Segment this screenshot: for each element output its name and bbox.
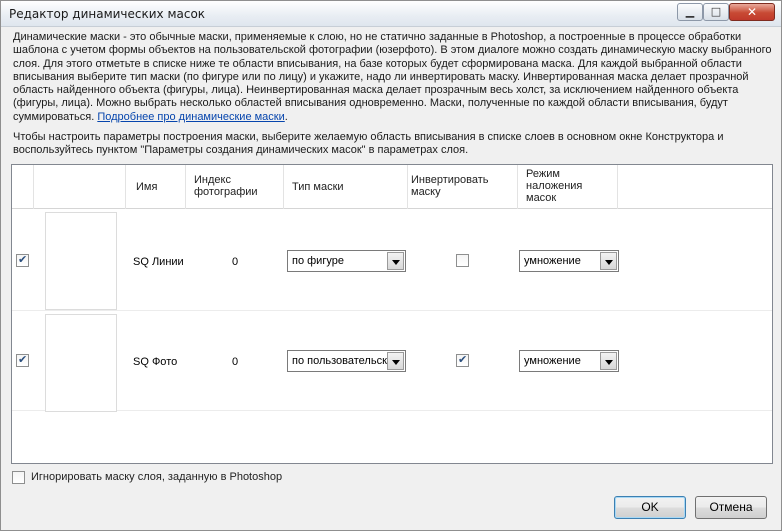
description-body: Динамические маски - это обычные маски, применяемые к слою, но не статично заданные в Photoshop, а построенные в процессе обработки шаблона с учетом формы объектов на пользовательской фотографии (юзерфото). В этом диалоге можно создать динамическую маску выбранного слоя. Для этого отметьте в списке ниже те области вписывания, на базе которых будет сформирована маска. Для каждой выбранной области вписывания выберите тип маски (по фигуре или по лицу) и укажите, надо ли инвертировать маску. Инвертированная маска делает прозрачной область найденного объекта (фигуры, лица). Неинвертированная маска делает прозрачным весь холст, за исключением найденного объекта (фигуры, лица). Можно выбрать несколько областей вписывания одновременно. Маски, полученные по каждой области вписывания, будут суммироваться. (13, 31, 772, 123)
header-invert-label: Инвертировать маску (411, 174, 489, 198)
header-thumb-col (34, 165, 126, 209)
title-bar (1, 1, 781, 27)
row-2-index: 0 (232, 356, 239, 368)
row-2-name: SQ Фото (133, 356, 178, 368)
hint-text: Чтобы настроить параметры построения маски, выберите желаемую область вписывания в списке слоев в основном окне Конструктора и воспользуйтесь пунктом "Параметры создания динамических масок" в параметрах слоя. (13, 131, 724, 157)
description-end: . (284, 110, 288, 123)
header-check-col (12, 165, 34, 209)
help-link[interactable]: Подробнее про динамические маски (97, 110, 285, 123)
row-1-thumbnail (45, 212, 117, 310)
ignore-mask-label[interactable]: Игнорировать маску слоя, заданную в Photoshop (31, 471, 283, 483)
mask-areas-grid (11, 164, 773, 464)
ignore-mask-checkbox[interactable] (12, 471, 25, 484)
row-2-thumbnail (45, 314, 117, 412)
header-mask-type[interactable] (284, 165, 408, 209)
row-2-mask-type-value: по пользовательск (292, 355, 387, 367)
chevron-down-icon[interactable] (600, 352, 617, 370)
chevron-down-icon[interactable] (387, 352, 404, 370)
maximize-button[interactable]: □ (703, 3, 729, 21)
grid-header (12, 165, 772, 209)
header-photo-index-label: Индекс фотографии (194, 174, 258, 198)
row-1-blend-value: умножение (524, 255, 581, 267)
row-1-blend-select[interactable] (519, 250, 619, 272)
row-1-invert-checkbox[interactable] (456, 254, 469, 267)
row-1-mask-type-select[interactable] (287, 250, 406, 272)
table-row[interactable] (12, 211, 772, 311)
header-name[interactable] (126, 165, 186, 209)
header-photo-index[interactable] (186, 165, 284, 209)
header-name-label: Имя (136, 181, 158, 193)
header-blend[interactable] (518, 165, 618, 209)
row-1-mask-type-value: по фигуре (292, 255, 344, 267)
description-text (13, 31, 775, 124)
row-1-checkbox[interactable] (16, 254, 29, 267)
row-2-invert-checkbox[interactable] (456, 354, 469, 367)
minimize-button[interactable]: ▁ (677, 3, 703, 21)
close-button[interactable]: ✕ (729, 3, 775, 21)
row-1-index: 0 (232, 256, 239, 268)
row-1-name: SQ Линии (133, 256, 184, 268)
header-blend-label: Режим наложения масок (526, 168, 583, 204)
cancel-button[interactable]: Отмена (695, 496, 767, 519)
window-title: Редактор динамических масок (9, 7, 206, 21)
chevron-down-icon[interactable] (600, 252, 617, 270)
header-mask-type-label: Тип маски (292, 181, 344, 193)
row-2-mask-type-select[interactable] (287, 350, 406, 372)
row-2-blend-value: умножение (524, 355, 581, 367)
ok-button[interactable]: OK (614, 496, 686, 519)
header-invert[interactable] (408, 165, 518, 209)
row-2-blend-select[interactable] (519, 350, 619, 372)
table-row[interactable] (12, 311, 772, 411)
chevron-down-icon[interactable] (387, 252, 404, 270)
row-2-checkbox[interactable] (16, 354, 29, 367)
